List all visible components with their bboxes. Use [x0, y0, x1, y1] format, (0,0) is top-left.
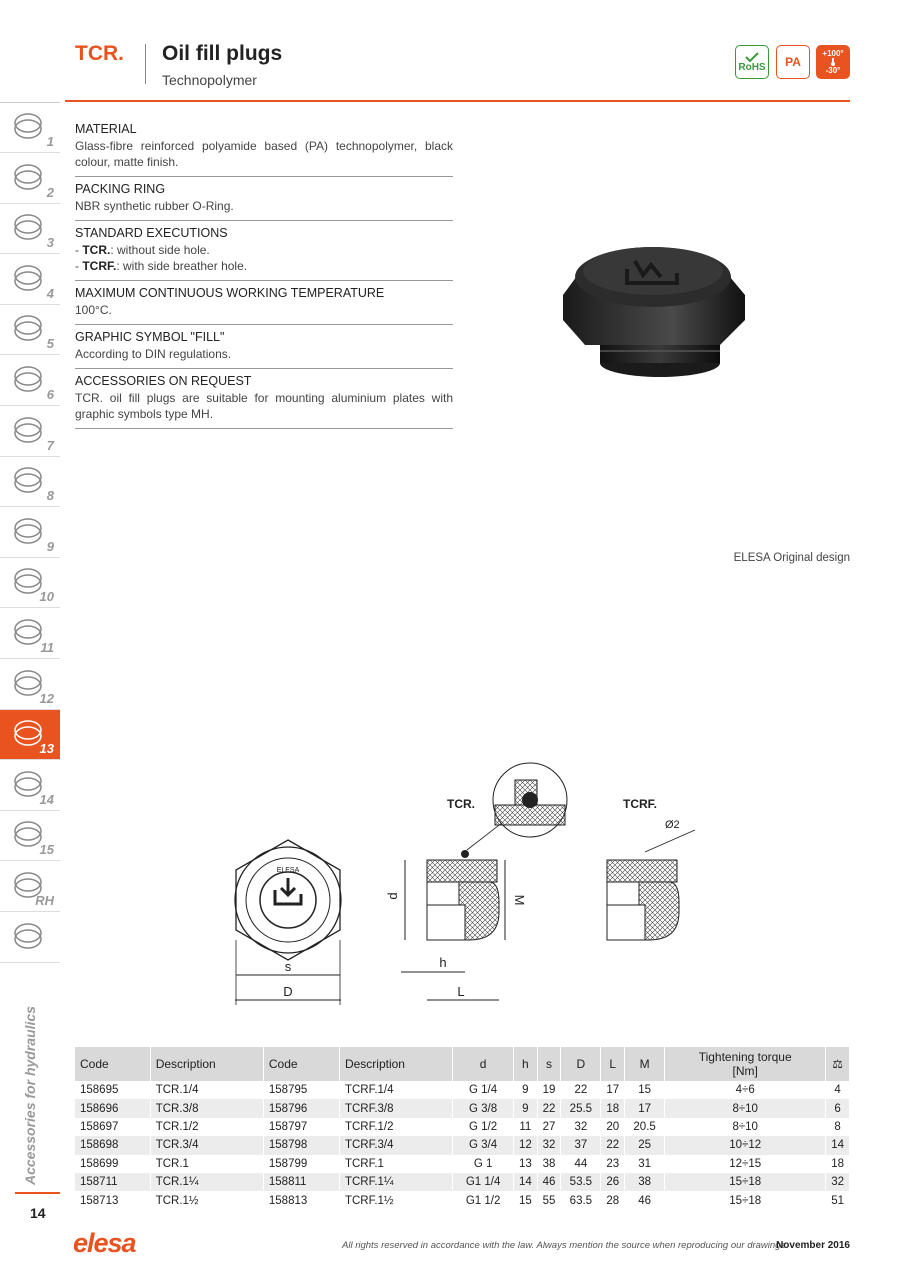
table-cell: 8÷10 [665, 1099, 826, 1117]
column-header: Description [339, 1047, 452, 1081]
table-cell: TCRF.1 [339, 1155, 452, 1173]
table-cell: 63.5 [561, 1191, 601, 1209]
table-cell: 19 [537, 1081, 561, 1099]
header-separator [145, 44, 146, 84]
lever-icon [10, 210, 46, 244]
table-cell: 25.5 [561, 1099, 601, 1117]
table-cell: 26 [601, 1173, 625, 1191]
table-row [75, 1118, 850, 1136]
execution-text: : without side hole. [110, 243, 210, 257]
indicator-icon [10, 413, 46, 447]
check-icon [745, 52, 759, 62]
table-cell: 32 [561, 1118, 601, 1136]
sidebar-item-number: 8 [46, 488, 54, 504]
table-cell: 4 [826, 1081, 850, 1099]
dim-hole: Ø2 [665, 819, 680, 831]
tcrf-section-view [607, 797, 695, 940]
table-cell: 27 [537, 1118, 561, 1136]
table-row [75, 1081, 850, 1099]
spec-title: MATERIAL [75, 122, 137, 136]
handwheel-icon [10, 109, 46, 143]
page-number: 14 [30, 1205, 46, 1221]
section-label: Accessories for hydraulics [22, 1006, 38, 1185]
table-cell: TCR.1¼ [150, 1173, 263, 1191]
table-cell: 9 [514, 1081, 538, 1099]
table-cell: 158699 [75, 1155, 150, 1173]
publication-date: November 2016 [776, 1240, 850, 1251]
clamp-icon [10, 514, 46, 548]
sidebar-item-RH[interactable] [0, 862, 60, 912]
table-cell: 22 [561, 1081, 601, 1099]
table-cell: TCRF.1¼ [339, 1173, 452, 1191]
table-cell: 22 [537, 1099, 561, 1117]
table-cell: 18 [601, 1099, 625, 1117]
table-cell: TCR.1/4 [150, 1081, 263, 1099]
table-cell: 158696 [75, 1099, 150, 1117]
table-cell: 37 [561, 1136, 601, 1154]
table-cell: 158797 [263, 1118, 339, 1136]
table-cell: TCRF.3/4 [339, 1136, 452, 1154]
thermometer-icon [830, 58, 836, 66]
table-cell: G 1/2 [453, 1118, 514, 1136]
spec-material [75, 122, 453, 177]
table-cell: 18 [826, 1155, 850, 1173]
elesa-logo: elesa [73, 1228, 136, 1258]
spec-title: STANDARD EXECUTIONS [75, 226, 228, 240]
temp-max: +100° [822, 49, 844, 58]
temperature-badge [816, 45, 850, 79]
sidebar-item-2[interactable] [0, 154, 60, 204]
sidebar-item-5[interactable] [0, 305, 60, 355]
table-cell: 23 [601, 1155, 625, 1173]
sidebar-item-number: 5 [46, 336, 54, 352]
product-code: TCR. [75, 42, 124, 65]
table-cell: 51 [826, 1191, 850, 1209]
technical-drawing [225, 760, 745, 1010]
page-title: Oil fill plugs [162, 42, 283, 65]
table-cell: 53.5 [561, 1173, 601, 1191]
table-cell: 28 [601, 1191, 625, 1209]
table-cell: 46 [537, 1173, 561, 1191]
table-cell: 14 [826, 1136, 850, 1154]
table-cell: 10÷12 [665, 1136, 826, 1154]
sidebar-item-9[interactable] [0, 508, 60, 558]
execution-text: : with side breather hole. [116, 259, 248, 273]
table-cell: TCR.1½ [150, 1191, 263, 1209]
spec-accessories [75, 374, 453, 429]
table-cell: 158811 [263, 1173, 339, 1191]
table-cell: 38 [537, 1155, 561, 1173]
table-cell: G1 1/2 [453, 1191, 514, 1209]
table-cell: 158813 [263, 1191, 339, 1209]
table-cell: 12 [514, 1136, 538, 1154]
table-row [75, 1136, 850, 1154]
table-cell: TCR.3/4 [150, 1136, 263, 1154]
column-header: h [514, 1047, 538, 1081]
table-cell: 158795 [263, 1081, 339, 1099]
table-cell: 25 [625, 1136, 665, 1154]
table-cell: 31 [625, 1155, 665, 1173]
table-cell: 158711 [75, 1173, 150, 1191]
handle-icon [10, 261, 46, 295]
temp-min: -30° [825, 66, 841, 75]
dim-D: D [283, 984, 293, 999]
sidebar-item-number: RH [35, 893, 54, 908]
sidebar-item-11[interactable] [0, 609, 60, 659]
sidebar-item-number: 12 [39, 690, 54, 706]
rohs-label: RoHS [738, 61, 766, 73]
spec-text: According to DIN regulations. [75, 347, 232, 361]
table-cell: G 3/8 [453, 1099, 514, 1117]
sidebar-item-13[interactable] [0, 710, 60, 760]
table-cell: TCRF.3/8 [339, 1099, 452, 1117]
table-cell: 46 [625, 1191, 665, 1209]
rights-notice: All rights reserved in accordance with the law. Always mention the source when reproducing our drawings. [342, 1240, 788, 1251]
column-header: s [537, 1047, 561, 1081]
table-cell: 158799 [263, 1155, 339, 1173]
table-cell: 44 [561, 1155, 601, 1173]
column-header: Code [75, 1047, 150, 1081]
brand-text: ELESA [276, 867, 300, 874]
sidebar-item-number: 6 [46, 387, 54, 402]
sidebar-item-number: 15 [39, 842, 54, 858]
table-cell: 13 [514, 1155, 538, 1173]
column-header: M [625, 1047, 665, 1081]
spec-text: Glass-fibre reinforced polyamide based (PA) technopolymer, black colour, matte finish. [75, 139, 453, 169]
sidebar-item-number: 13 [39, 741, 54, 757]
table-header-row [75, 1047, 850, 1081]
spec-title: GRAPHIC SYMBOL "FILL" [75, 330, 225, 344]
sidebar-item-number: 14 [39, 791, 54, 807]
spec-text: NBR synthetic rubber O-Ring. [75, 199, 234, 213]
table-cell: 15÷18 [665, 1173, 826, 1191]
wrench-icon [10, 919, 46, 953]
material-badge: PA [776, 45, 810, 79]
spec-graphic-symbol [75, 330, 453, 369]
execution-code: TCR. [82, 243, 111, 257]
table-cell: G 1 [453, 1155, 514, 1173]
table-cell: 4÷6 [665, 1081, 826, 1099]
sidebar-item-number: 1 [46, 134, 54, 149]
column-header: ⚖ [826, 1047, 850, 1081]
spec-packing-ring [75, 182, 453, 221]
table-cell: 158798 [263, 1136, 339, 1154]
table-cell: TCRF.1/2 [339, 1118, 452, 1136]
table-cell: 158698 [75, 1136, 150, 1154]
sidebar-item-4[interactable] [0, 255, 60, 305]
spec-temperature [75, 286, 453, 325]
table-cell: TCR.1/2 [150, 1118, 263, 1136]
tcr-section-view [385, 763, 567, 1000]
sidebar-item-number: 3 [46, 235, 54, 251]
table-cell: G 1/4 [453, 1081, 514, 1099]
dim-L: L [457, 984, 465, 999]
table-row [75, 1173, 850, 1191]
table-cell: G 3/4 [453, 1136, 514, 1154]
table-cell: TCRF.1/4 [339, 1081, 452, 1099]
rohs-badge [735, 45, 769, 79]
table-cell: 9 [514, 1099, 538, 1117]
table-cell: 20 [601, 1118, 625, 1136]
knob-icon [10, 160, 46, 194]
plunger-icon [10, 463, 46, 497]
table-row [75, 1191, 850, 1209]
column-header: Description [150, 1047, 263, 1081]
sidebar-item-number: 11 [40, 640, 54, 655]
table-cell: 15 [514, 1191, 538, 1209]
page-subtitle: Technopolymer [162, 72, 257, 88]
sidebar-item-12[interactable] [0, 660, 60, 710]
spec-text: 100°C. [75, 303, 112, 317]
sidebar-item-tools[interactable] [0, 913, 60, 963]
sidebar-item-10[interactable] [0, 558, 60, 608]
label-tcr: TCR. [447, 797, 475, 811]
sidebar-item-6[interactable] [0, 356, 60, 406]
execution-tcrf: - TCRF.: with side breather hole. [75, 259, 248, 273]
spec-title: ACCESSORIES ON REQUEST [75, 374, 252, 388]
spec-standard-executions [75, 226, 453, 281]
product-table [75, 1047, 850, 1210]
sidebar-item-1[interactable] [0, 103, 60, 153]
product-photo [555, 225, 750, 385]
execution-tcr: - TCR.: without side hole. [75, 243, 210, 257]
sidebar-item-8[interactable] [0, 457, 60, 507]
table-row [75, 1155, 850, 1173]
sidebar-item-number: 4 [46, 285, 54, 301]
table-cell: 6 [826, 1099, 850, 1117]
table-cell: 12÷15 [665, 1155, 826, 1173]
table-cell: 17 [625, 1099, 665, 1117]
dim-M: M [512, 894, 527, 906]
sidebar-item-number: 2 [46, 184, 54, 200]
table-row [75, 1099, 850, 1117]
sidebar-item-7[interactable] [0, 407, 60, 457]
table-cell: 15 [625, 1081, 665, 1099]
dim-h: h [439, 955, 447, 970]
table-cell: 158697 [75, 1118, 150, 1136]
table-cell: TCR.1 [150, 1155, 263, 1173]
table-cell: TCR.3/8 [150, 1099, 263, 1117]
front-view [235, 840, 341, 1005]
column-header: Tightening torque [Nm] [665, 1047, 826, 1081]
table-cell: 158713 [75, 1191, 150, 1209]
table-cell: 15÷18 [665, 1191, 826, 1209]
spec-title: MAXIMUM CONTINUOUS WORKING TEMPERATURE [75, 286, 385, 300]
sidebar-item-3[interactable] [0, 204, 60, 254]
table-cell: 20.5 [625, 1118, 665, 1136]
table-cell: 32 [537, 1136, 561, 1154]
page-number-rule [15, 1192, 60, 1194]
table-cell: G1 1/4 [453, 1173, 514, 1191]
grip-icon [10, 311, 46, 345]
column-header: d [453, 1047, 514, 1081]
table-cell: 8 [826, 1118, 850, 1136]
table-cell: 32 [826, 1173, 850, 1191]
table-cell: 11 [514, 1118, 538, 1136]
table-cell: 55 [537, 1191, 561, 1209]
table-cell: 38 [625, 1173, 665, 1191]
specifications [75, 122, 453, 434]
table-cell: 17 [601, 1081, 625, 1099]
table-cell: 14 [514, 1173, 538, 1191]
dim-d: d [385, 892, 400, 900]
table-cell: 22 [601, 1136, 625, 1154]
sidebar-item-14[interactable] [0, 761, 60, 811]
table-cell: 158796 [263, 1099, 339, 1117]
sidebar-item-number: 10 [39, 589, 54, 605]
column-header: D [561, 1047, 601, 1081]
spec-title: PACKING RING [75, 182, 166, 196]
table-cell: 8÷10 [665, 1118, 826, 1136]
table-cell: 158695 [75, 1081, 150, 1099]
execution-code: TCRF. [82, 259, 117, 273]
sidebar-item-15[interactable] [0, 811, 60, 861]
header-rule [65, 100, 850, 102]
dim-s: s [284, 959, 292, 974]
label-tcrf: TCRF. [623, 797, 657, 811]
sidebar-item-number: 7 [46, 437, 54, 453]
table-cell: TCRF.1½ [339, 1191, 452, 1209]
column-header: Code [263, 1047, 339, 1081]
sidebar-item-number: 9 [46, 538, 54, 554]
spec-text: TCR. oil fill plugs are suitable for mounting aluminium plates with graphic symbols type MH. [75, 391, 453, 421]
knurled-knob-icon [10, 362, 46, 396]
photo-caption: ELESA Original design [733, 552, 850, 564]
column-header: L [601, 1047, 625, 1081]
